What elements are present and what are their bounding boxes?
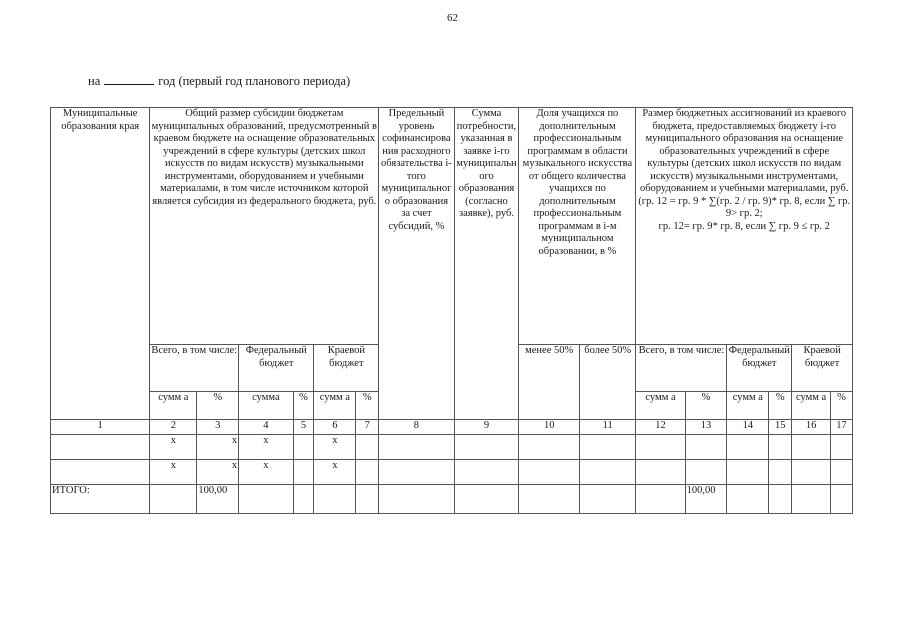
cell-alloc-percent [685,435,727,460]
column-number: 4 [239,420,293,435]
column-number: 5 [293,420,314,435]
column-number: 1 [51,420,150,435]
header-allocation-formula-1: (гр. 12 = гр. 9 * ∑(гр. 2 / гр. 9)* гр. 8, если ∑ гр. 9> гр. 2; [638,195,851,219]
total-sum [150,485,197,514]
total-percent: 100,00 [197,485,239,514]
header-percent: % [685,392,727,420]
total-alloc-federal-sum [727,485,769,514]
total-regional-percent [356,485,379,514]
cell-demand [454,460,519,485]
column-number: 6 [314,420,356,435]
cell-total-sum: x [150,435,197,460]
header-allocation [636,108,853,345]
total-alloc-percent: 100,00 [685,485,727,514]
table-row [51,460,853,485]
cell-less-50 [519,435,580,460]
header-allocation-text: Размер бюджетных ассигнований из краевого бюджета, предоставляемых бюджету i-го муниципального образования на оснащение образовательных учреждений в сфере культуры (детских школ искусств по видам искусств) музыкальными инструментами, оборудованием и учебными материалами, руб. [639,108,849,194]
total-label: ИТОГО: [51,485,150,514]
header-percent: % [197,392,239,420]
header-allocation-formula-2: гр. 12= гр. 9* гр. 8, если ∑ гр. 9 ≤ гр. 2 [658,220,830,232]
cell-alloc-regional-percent [830,460,852,485]
header-percent: % [356,392,379,420]
cell-alloc-regional-percent [830,435,852,460]
column-number: 7 [356,420,379,435]
column-number: 13 [685,420,727,435]
header-total-incl-1: Всего, в том числе: [150,345,239,392]
header-sum: сумм а [314,392,356,420]
cell-total-percent: x [197,435,239,460]
header-sum: сумм а [636,392,685,420]
header-municipality: Муниципальные образования края [51,108,150,420]
cell-regional-percent [356,435,379,460]
cell-demand [454,435,519,460]
header-students-share: Доля учащихся по дополнительным профессиональным программам в области музыкального искусства от общего количества учащихся по дополнительным профессиональным программам в i-м муниципальном образовании, в % [519,108,636,345]
header-sum: сумм а [727,392,769,420]
column-number: 10 [519,420,580,435]
cell-alloc-percent [685,460,727,485]
header-more-50: более 50% [580,345,636,420]
cell-alloc-regional-sum [792,460,831,485]
cell-alloc-regional-sum [792,435,831,460]
total-row [51,485,853,514]
column-number: 9 [454,420,519,435]
column-number: 11 [580,420,636,435]
column-number-row [51,420,853,435]
cell-federal-sum: x [239,460,293,485]
year-blank [104,73,154,85]
cell-regional-sum: x [314,460,356,485]
cell-alloc-sum [636,460,685,485]
cell-cofinancing [379,435,454,460]
header-regional-2: Краевой бюджет [792,345,853,392]
total-alloc-regional-sum [792,485,831,514]
header-sum: сумм а [150,392,197,420]
cell-alloc-sum [636,435,685,460]
cell-total-percent: x [197,460,239,485]
period-prefix: на [88,74,101,88]
total-regional-sum [314,485,356,514]
column-number: 2 [150,420,197,435]
total-less-50 [519,485,580,514]
total-federal-percent [293,485,314,514]
total-alloc-federal-percent [769,485,792,514]
page-number: 62 [447,12,458,24]
column-number: 16 [792,420,831,435]
cell-municipality [51,460,150,485]
header-total-subsidy: Общий размер субсидии бюджетам муниципальных образований, предусмотренный в краевом бюджете на оснащение образовательных учреждений в сфере культуры (детских школ искусств по видам искусств) музыкальными инструментами, оборудованием и учебными материалами, в том числе источником которой является субсидия из федерального бюджета, руб. [150,108,379,345]
header-demand-sum: Сумма потребности, указанная в заявке i-го муниципального образования (согласно заявке), руб. [454,108,519,420]
cell-alloc-federal-percent [769,435,792,460]
column-number: 17 [830,420,852,435]
column-number: 8 [379,420,454,435]
cell-cofinancing [379,460,454,485]
header-less-50: менее 50% [519,345,580,420]
header-sum: сумм а [792,392,831,420]
header-total-incl-2: Всего, в том числе: [636,345,727,392]
period-line [88,73,350,89]
total-more-50 [580,485,636,514]
cell-federal-percent [293,435,314,460]
cell-regional-percent [356,460,379,485]
header-row-1 [51,108,853,345]
column-number: 3 [197,420,239,435]
total-cofinancing [379,485,454,514]
header-federal-2: Федеральный бюджет [727,345,792,392]
total-alloc-regional-percent [830,485,852,514]
cell-less-50 [519,460,580,485]
cell-alloc-federal-sum [727,435,769,460]
header-sum: сумма [239,392,293,420]
header-percent: % [830,392,852,420]
cell-federal-percent [293,460,314,485]
column-number: 15 [769,420,792,435]
header-cofinancing-level: Предельный уровень софинансирования расходного обязательства i-того муниципального образования за счет субсидий, % [379,108,454,420]
cell-total-sum: x [150,460,197,485]
header-regional-1: Краевой бюджет [314,345,379,392]
subsidy-table [50,107,853,514]
cell-more-50 [580,435,636,460]
column-number: 14 [727,420,769,435]
header-percent: % [769,392,792,420]
cell-federal-sum: x [239,435,293,460]
cell-alloc-federal-sum [727,460,769,485]
total-federal-sum [239,485,293,514]
cell-municipality [51,435,150,460]
cell-alloc-federal-percent [769,460,792,485]
column-number: 12 [636,420,685,435]
total-alloc-sum [636,485,685,514]
cell-regional-sum: x [314,435,356,460]
total-demand [454,485,519,514]
table-row [51,435,853,460]
cell-more-50 [580,460,636,485]
header-federal-1: Федеральный бюджет [239,345,314,392]
header-percent: % [293,392,314,420]
period-suffix: год (первый год планового периода) [158,74,351,88]
